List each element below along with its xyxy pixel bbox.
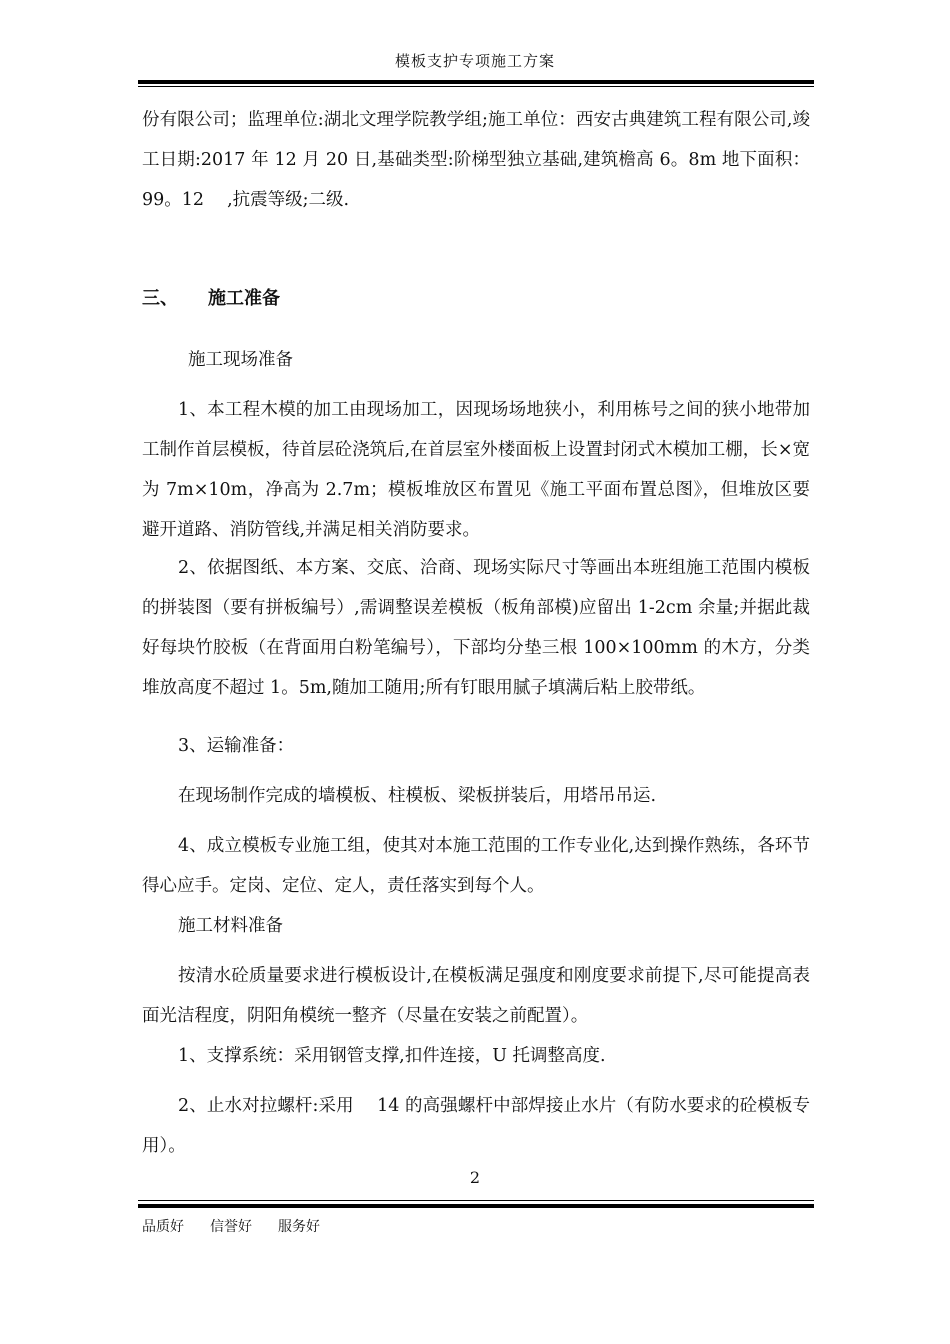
footer-item-reputation: 信誉好: [210, 1219, 252, 1235]
footer: [142, 1216, 346, 1236]
paragraph-support-system: 1、支撑系统：采用钢管支撑,扣件连接，U 托调整高度.: [178, 1046, 606, 1066]
subheading-site-prep: 施工现场准备: [188, 350, 293, 370]
footer-rule-thick: [138, 1204, 814, 1208]
footer-rule-thin: [138, 1200, 814, 1201]
paragraph-tie-bolts: 2、止水对拉螺杆:采用 14 的高强螺杆中部焊接止水片（有防水要求的砼模板专用）。: [142, 1096, 810, 1156]
header-rule-thick: [138, 80, 814, 84]
paragraph-project-info: 份有限公司；监理单位:湖北文理学院教学组;施工单位：西安古典建筑工程有限公司,竣工日期:2017 年 12 月 20 日,基础类型:阶梯型独立基础,建筑檐高 6。8m 地下面积：99。12 ,抗震等级;二级.: [142, 110, 810, 210]
page-number: 2: [469, 1168, 481, 1187]
section-number: 三、: [142, 288, 178, 309]
paragraph-materials: 按清水砼质量要求进行模板设计,在模板满足强度和刚度要求前提下,尽可能提高表面光洁程度，阴阳角模统一整齐（尽量在安装之前配置）。: [142, 966, 810, 1026]
paragraph-item-2: 2、依据图纸、本方案、交底、洽商、现场实际尺寸等画出本班组施工范围内模板的拼装图（要有拼板编号）,需调整误差模板（板角部模)应留出 1-2cm 余量;并据此裁好每块竹胶板（在背面用白粉笔编号），下部均分垫三根 100×100mm 的木方，分类堆放高度不超过 1。5m,随加工随用;所有钉眼用腻子填满后粘上胶带纸。: [142, 558, 810, 698]
section-heading: [142, 284, 280, 310]
paragraph-item-4: 4、成立模板专业施工组，使其对本施工范围的工作专业化,达到操作熟练，各环节得心应手。定岗、定位、定人，责任落实到每个人。: [142, 836, 810, 896]
page-header-title: 模板支护专项施工方案: [394, 52, 555, 70]
paragraph-item-1: 1、本工程木模的加工由现场加工，因现场场地狭小，利用栋号之间的狭小地带加工制作首层模板，待首层砼浇筑后,在首层室外楼面板上设置封闭式木模加工棚，长×宽为 7m×10m，净高为 2.7m；模板堆放区布置见《施工平面布置总图》，但堆放区要避开道路、消防管线,并满足相关消防要求。: [142, 400, 810, 540]
footer-item-quality: 品质好: [142, 1219, 184, 1235]
paragraph-item-3: 3、运输准备：: [178, 736, 295, 756]
subheading-material-prep: 施工材料准备: [178, 916, 283, 936]
paragraph-transport: 在现场制作完成的墙模板、柱模板、梁板拼装后，用塔吊吊运.: [178, 786, 657, 806]
header-rule-thin: [138, 86, 814, 87]
footer-item-service: 服务好: [278, 1219, 320, 1235]
section-title: 施工准备: [208, 288, 280, 309]
